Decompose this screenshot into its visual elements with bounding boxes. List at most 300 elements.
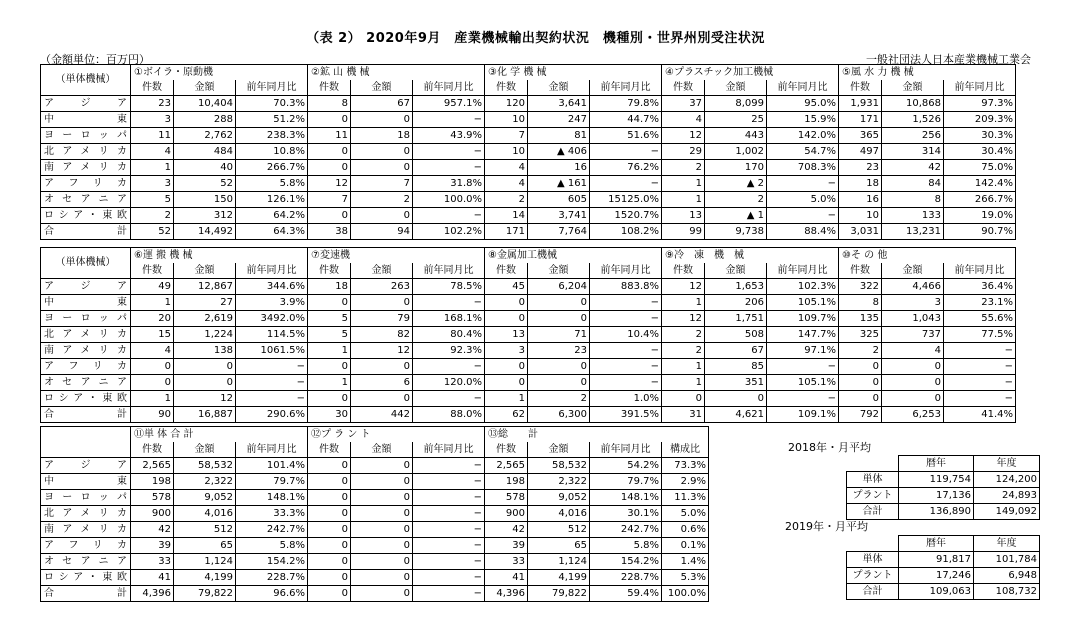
table-row: [41, 160, 1016, 176]
data-cell: 365: [839, 128, 882, 144]
data-cell: 4: [131, 144, 174, 160]
data-cell: 578: [485, 490, 528, 506]
data-cell: 3,641: [528, 96, 590, 112]
data-cell: 2: [131, 208, 174, 224]
data-cell: 1: [308, 375, 351, 391]
data-cell: 4: [485, 160, 528, 176]
data-cell: −: [413, 160, 485, 176]
data-cell: 42: [131, 522, 174, 538]
data-cell: −: [590, 343, 662, 359]
data-cell: −: [767, 391, 839, 407]
data-cell: 0: [308, 490, 351, 506]
data-cell: 266.7%: [944, 192, 1016, 208]
data-cell: 0: [839, 359, 882, 375]
data-cell: 120.0%: [413, 375, 485, 391]
data-cell: 0: [485, 375, 528, 391]
data-cell: 96.6%: [236, 586, 308, 602]
avg-value: 17,136: [899, 488, 974, 504]
unit-label-cell: （単体機械）: [41, 248, 131, 279]
data-cell: 288: [174, 112, 236, 128]
data-cell: 391.5%: [590, 407, 662, 423]
region-label: 合 計: [41, 407, 131, 423]
data-cell: −: [413, 570, 485, 586]
data-cell: 12: [662, 311, 705, 327]
data-cell: 25: [705, 112, 767, 128]
data-cell: 18: [839, 176, 882, 192]
data-cell: 79.7%: [236, 474, 308, 490]
data-cell: 41: [485, 570, 528, 586]
data-cell: 3: [131, 112, 174, 128]
column-header: 前年同月比: [590, 80, 662, 96]
data-cell: 1,224: [174, 327, 236, 343]
group-header: ⑫プ ラ ン ト: [308, 427, 485, 443]
data-cell: 7: [485, 128, 528, 144]
data-cell: 95.0%: [767, 96, 839, 112]
data-cell: 101.4%: [236, 458, 308, 474]
group-header: ③化 学 機 械: [485, 65, 662, 81]
data-cell: 30.4%: [944, 144, 1016, 160]
data-cell: 322: [839, 279, 882, 295]
data-cell: 150: [174, 192, 236, 208]
data-cell: 27: [174, 295, 236, 311]
avg-2018-table: [846, 455, 1040, 520]
data-cell: 11: [308, 128, 351, 144]
data-cell: 126.1%: [236, 192, 308, 208]
column-header: 金額: [351, 263, 413, 279]
column-header: 件数: [839, 80, 882, 96]
column-header: 前年同月比: [944, 80, 1016, 96]
column-header: 金額: [174, 263, 236, 279]
data-cell: 8,099: [705, 96, 767, 112]
data-cell: 168.1%: [413, 311, 485, 327]
data-cell: 1: [662, 192, 705, 208]
data-cell: 6,204: [528, 279, 590, 295]
region-label: ヨーロッパ: [41, 311, 131, 327]
data-cell: 0: [351, 506, 413, 522]
data-cell: 75.0%: [944, 160, 1016, 176]
data-cell: 312: [174, 208, 236, 224]
data-cell: −: [236, 359, 308, 375]
data-cell: 1: [131, 295, 174, 311]
data-cell: 0: [308, 570, 351, 586]
data-cell: 2.9%: [662, 474, 709, 490]
data-cell: −: [413, 391, 485, 407]
data-cell: 6,300: [528, 407, 590, 423]
data-cell: 0: [839, 375, 882, 391]
data-cell: 0: [351, 554, 413, 570]
avg-row-label: 単体: [847, 472, 899, 488]
data-cell: 10: [839, 208, 882, 224]
table-row: [41, 128, 1016, 144]
data-cell: 256: [882, 128, 944, 144]
data-cell: 209.3%: [944, 112, 1016, 128]
column-header: 前年同月比: [590, 442, 662, 458]
region-label: ヨーロッパ: [41, 128, 131, 144]
column-header: 件数: [485, 80, 528, 96]
data-cell: 1,043: [882, 311, 944, 327]
data-cell: 41.4%: [944, 407, 1016, 423]
data-cell: ▲ 2: [705, 176, 767, 192]
data-cell: 512: [174, 522, 236, 538]
data-cell: 0: [528, 359, 590, 375]
data-cell: 0: [308, 144, 351, 160]
data-cell: 42: [882, 160, 944, 176]
avg-value: 91,817: [899, 552, 974, 568]
data-cell: 64.3%: [236, 224, 308, 240]
data-cell: 9,052: [528, 490, 590, 506]
data-cell: 0: [308, 506, 351, 522]
column-header: 件数: [308, 263, 351, 279]
data-cell: 65: [174, 538, 236, 554]
avg-column-header: 年度: [974, 456, 1040, 472]
avg-row: [847, 584, 1040, 600]
data-cell: 65: [528, 538, 590, 554]
data-cell: 171: [485, 224, 528, 240]
group-header-row: [41, 248, 1016, 264]
data-cell: 0: [528, 295, 590, 311]
region-label: 合 計: [41, 224, 131, 240]
data-cell: 4,396: [131, 586, 174, 602]
data-cell: 3: [882, 295, 944, 311]
data-cell: 4: [882, 343, 944, 359]
data-cell: 39: [131, 538, 174, 554]
table-row: [41, 224, 1016, 240]
data-cell: 15.9%: [767, 112, 839, 128]
data-cell: 0: [308, 295, 351, 311]
data-cell: 8: [839, 295, 882, 311]
data-cell: 0: [308, 208, 351, 224]
avg-value: 101,784: [974, 552, 1040, 568]
table-row: [41, 391, 1016, 407]
column-header: 金額: [528, 80, 590, 96]
data-cell: 40: [174, 160, 236, 176]
data-cell: 206: [705, 295, 767, 311]
data-cell: 0: [351, 295, 413, 311]
data-cell: 1,931: [839, 96, 882, 112]
data-cell: 3,031: [839, 224, 882, 240]
data-cell: −: [767, 176, 839, 192]
data-cell: −: [590, 144, 662, 160]
data-cell: 31.8%: [413, 176, 485, 192]
data-cell: 0: [174, 359, 236, 375]
data-cell: 14: [485, 208, 528, 224]
data-cell: −: [413, 506, 485, 522]
avg-value: 17,246: [899, 568, 974, 584]
data-cell: 2: [705, 192, 767, 208]
data-cell: 12: [308, 176, 351, 192]
region-label: 中 東: [41, 474, 131, 490]
data-cell: 0: [308, 391, 351, 407]
data-cell: 7: [351, 176, 413, 192]
avg-column-header: 暦年: [899, 456, 974, 472]
group-header: ①ボイラ・原動機: [131, 65, 308, 81]
data-cell: 737: [882, 327, 944, 343]
data-cell: 247: [528, 112, 590, 128]
data-cell: 4,199: [528, 570, 590, 586]
data-cell: 78.5%: [413, 279, 485, 295]
data-cell: 77.5%: [944, 327, 1016, 343]
data-cell: 4,621: [705, 407, 767, 423]
data-cell: 12: [662, 279, 705, 295]
data-cell: 2,322: [528, 474, 590, 490]
data-cell: ▲ 161: [528, 176, 590, 192]
data-cell: 49: [131, 279, 174, 295]
data-cell: 4,199: [174, 570, 236, 586]
data-cell: 73.3%: [662, 458, 709, 474]
column-header: 前年同月比: [413, 263, 485, 279]
data-cell: 0: [308, 359, 351, 375]
data-cell: 605: [528, 192, 590, 208]
data-cell: 1: [662, 295, 705, 311]
data-cell: −: [590, 375, 662, 391]
data-cell: 97.1%: [767, 343, 839, 359]
data-cell: 12: [351, 343, 413, 359]
table-row: [41, 359, 1016, 375]
data-cell: 1,653: [705, 279, 767, 295]
data-cell: 71: [528, 327, 590, 343]
data-cell: 31: [662, 407, 705, 423]
region-label: 南アメリカ: [41, 160, 131, 176]
avg-column-header: 暦年: [899, 536, 974, 552]
data-cell: 10: [485, 144, 528, 160]
data-cell: 900: [485, 506, 528, 522]
avg-value: 124,200: [974, 472, 1040, 488]
table-row: [41, 144, 1016, 160]
column-header: 前年同月比: [944, 263, 1016, 279]
data-cell: −: [413, 359, 485, 375]
data-cell: 59.4%: [590, 586, 662, 602]
data-cell: 0.6%: [662, 522, 709, 538]
region-label: ロシア・東欧: [41, 570, 131, 586]
data-cell: 1.0%: [590, 391, 662, 407]
data-cell: 0: [528, 375, 590, 391]
column-header: 金額: [882, 263, 944, 279]
avg-row: [847, 568, 1040, 584]
data-cell: 290.6%: [236, 407, 308, 423]
data-cell: 1061.5%: [236, 343, 308, 359]
data-cell: 351: [705, 375, 767, 391]
data-cell: ▲ 1: [705, 208, 767, 224]
machine-table-1: [40, 64, 1016, 240]
data-cell: 88.4%: [767, 224, 839, 240]
data-cell: 0: [662, 391, 705, 407]
data-cell: 3: [131, 176, 174, 192]
data-cell: 11.3%: [662, 490, 709, 506]
data-cell: 0.1%: [662, 538, 709, 554]
data-cell: 0: [308, 474, 351, 490]
data-cell: 1520.7%: [590, 208, 662, 224]
data-cell: 0: [351, 538, 413, 554]
column-header: 金額: [705, 80, 767, 96]
data-cell: −: [413, 112, 485, 128]
data-cell: 242.7%: [236, 522, 308, 538]
data-cell: 443: [705, 128, 767, 144]
column-header: 前年同月比: [767, 80, 839, 96]
data-cell: 0: [485, 311, 528, 327]
data-cell: 18: [351, 128, 413, 144]
data-cell: 0: [351, 586, 413, 602]
data-cell: 33.3%: [236, 506, 308, 522]
data-cell: 5.8%: [236, 176, 308, 192]
data-cell: 1,002: [705, 144, 767, 160]
data-cell: 79.8%: [590, 96, 662, 112]
data-cell: 0: [351, 359, 413, 375]
avg-row: [847, 504, 1040, 520]
data-cell: 0: [351, 458, 413, 474]
data-cell: 2,762: [174, 128, 236, 144]
data-cell: 33: [485, 554, 528, 570]
data-cell: 79,822: [528, 586, 590, 602]
data-cell: 64.2%: [236, 208, 308, 224]
data-cell: 7: [308, 192, 351, 208]
data-cell: 0: [308, 538, 351, 554]
data-cell: 6: [351, 375, 413, 391]
data-cell: 23.1%: [944, 295, 1016, 311]
data-cell: 4,396: [485, 586, 528, 602]
data-cell: 0: [131, 359, 174, 375]
data-cell: 10,868: [882, 96, 944, 112]
data-cell: 10.8%: [236, 144, 308, 160]
column-header: 金額: [351, 442, 413, 458]
data-cell: 325: [839, 327, 882, 343]
region-label: 中 東: [41, 295, 131, 311]
data-cell: 5: [308, 327, 351, 343]
data-cell: 4,466: [882, 279, 944, 295]
organization-name: 一般社団法人日本産業機械工業会: [866, 53, 1031, 66]
column-header: 前年同月比: [236, 80, 308, 96]
data-cell: 10.4%: [590, 327, 662, 343]
data-cell: 8: [308, 96, 351, 112]
table-row: [41, 208, 1016, 224]
data-cell: −: [413, 295, 485, 311]
region-label: 南アメリカ: [41, 343, 131, 359]
data-cell: 88.0%: [413, 407, 485, 423]
data-cell: 3.9%: [236, 295, 308, 311]
column-header: 金額: [174, 80, 236, 96]
data-cell: −: [413, 474, 485, 490]
avg-row-label: プラント: [847, 568, 899, 584]
data-cell: 0: [351, 474, 413, 490]
data-cell: 0: [351, 160, 413, 176]
data-cell: 70.3%: [236, 96, 308, 112]
avg-value: 136,890: [899, 504, 974, 520]
data-cell: 0: [705, 391, 767, 407]
table-row: [41, 311, 1016, 327]
machine-table-2: [40, 247, 1016, 423]
data-cell: 198: [131, 474, 174, 490]
data-cell: 3,741: [528, 208, 590, 224]
data-cell: 5.8%: [236, 538, 308, 554]
data-cell: 0: [351, 490, 413, 506]
data-cell: 442: [351, 407, 413, 423]
column-header-row: [41, 263, 1016, 279]
data-cell: 1,124: [174, 554, 236, 570]
data-cell: 142.0%: [767, 128, 839, 144]
data-cell: −: [767, 208, 839, 224]
data-cell: 135: [839, 311, 882, 327]
group-header: ⑤風 水 力 機 械: [839, 65, 1016, 81]
data-cell: 7,764: [528, 224, 590, 240]
group-header-row: [41, 427, 709, 443]
data-cell: 39: [485, 538, 528, 554]
table-row: [41, 375, 1016, 391]
data-cell: 1: [131, 391, 174, 407]
data-cell: 37: [662, 96, 705, 112]
data-cell: 54.2%: [590, 458, 662, 474]
column-header: 前年同月比: [767, 263, 839, 279]
column-header: 件数: [662, 263, 705, 279]
avg-row: [847, 472, 1040, 488]
column-header: 前年同月比: [413, 442, 485, 458]
data-cell: 0: [308, 554, 351, 570]
group-header: ⑬総 計: [485, 427, 709, 443]
data-cell: 2: [351, 192, 413, 208]
data-cell: −: [413, 554, 485, 570]
data-cell: 5: [308, 311, 351, 327]
table-row: [41, 506, 709, 522]
data-cell: 42: [485, 522, 528, 538]
data-cell: 30.1%: [590, 506, 662, 522]
data-cell: 0: [882, 391, 944, 407]
column-header: 前年同月比: [590, 263, 662, 279]
data-cell: 1: [662, 375, 705, 391]
data-cell: 14,492: [174, 224, 236, 240]
data-cell: 23: [528, 343, 590, 359]
data-cell: 1,526: [882, 112, 944, 128]
data-cell: 5.0%: [662, 506, 709, 522]
column-header: 金額: [705, 263, 767, 279]
region-label: 北アメリカ: [41, 506, 131, 522]
data-cell: 2: [528, 391, 590, 407]
data-cell: 2: [662, 327, 705, 343]
data-cell: 16,887: [174, 407, 236, 423]
data-cell: 0: [131, 375, 174, 391]
table-row: [41, 96, 1016, 112]
group-header-row: [41, 65, 1016, 81]
data-cell: 266.7%: [236, 160, 308, 176]
data-cell: 102.3%: [767, 279, 839, 295]
data-cell: 142.4%: [944, 176, 1016, 192]
region-label: アフリカ: [41, 359, 131, 375]
table-row: [41, 407, 1016, 423]
avg-value: 109,063: [899, 584, 974, 600]
data-cell: 1: [485, 391, 528, 407]
data-cell: 90: [131, 407, 174, 423]
data-cell: 29: [662, 144, 705, 160]
data-cell: 154.2%: [590, 554, 662, 570]
data-cell: −: [944, 375, 1016, 391]
region-label: 北アメリカ: [41, 327, 131, 343]
data-cell: 16: [839, 192, 882, 208]
data-cell: 105.1%: [767, 375, 839, 391]
table-row: [41, 343, 1016, 359]
data-cell: 0: [882, 375, 944, 391]
data-cell: 16: [528, 160, 590, 176]
data-cell: 20: [131, 311, 174, 327]
table-row: [41, 112, 1016, 128]
data-cell: 4,016: [528, 506, 590, 522]
data-cell: 0: [351, 522, 413, 538]
avg-value: 119,754: [899, 472, 974, 488]
column-header: 構成比: [662, 442, 709, 458]
data-cell: 36.4%: [944, 279, 1016, 295]
data-cell: 883.8%: [590, 279, 662, 295]
data-cell: 23: [839, 160, 882, 176]
data-cell: 147.7%: [767, 327, 839, 343]
data-cell: 92.3%: [413, 343, 485, 359]
summary-table: [40, 426, 709, 602]
data-cell: 4: [485, 176, 528, 192]
